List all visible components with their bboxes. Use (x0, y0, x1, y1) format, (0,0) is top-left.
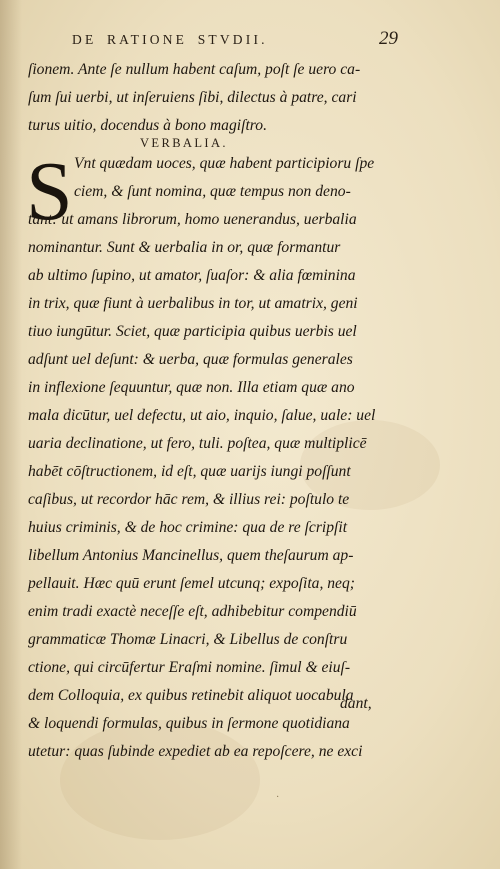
drop-cap-lines (74, 150, 384, 206)
text-line: pellauit. Hæc quū erunt ſemel utcunq; expoſita, neq; (28, 575, 355, 592)
section-heading: VERBALIA. (140, 136, 228, 150)
text-line: mala dicūtur, uel defectu, ut aio, inquio, ſalue, uale: uel (28, 407, 376, 424)
text-line: ab ultimo ſupino, ut amator, ſuaſor: & alia fœminina (28, 267, 356, 284)
text-line: adſunt uel deſunt: & uerba, quæ formulas generales (28, 351, 353, 368)
text-line: nominantur. Sunt & uerbalia in or, quæ formantur (28, 239, 341, 256)
gutter-shadow (0, 0, 22, 869)
running-title: DE RATIONE STVDII. (72, 32, 268, 47)
drop-cap: S (26, 145, 73, 238)
paper-speck: · (276, 792, 280, 803)
text-line: ſionem. Ante ſe nullum habent caſum, poſt ſe uero ca- (28, 61, 361, 78)
text-line: tiuo iungūtur. Sciet, quæ participia quibus uerbis uel (28, 323, 357, 340)
text-line: dem Colloquia, ex quibus retinebit aliquot uocabula (28, 687, 354, 704)
catchword: dant, (340, 695, 372, 712)
text-line: grammaticæ Thomæ Linacri, & Libellus de conſtru (28, 631, 348, 648)
text-line: enim tradi exactè neceſſe eſt, adhibebitur compendiū (28, 603, 357, 620)
main-paragraph (28, 206, 382, 766)
text-line: ciem, & ſunt nomina, quæ tempus non deno- (74, 183, 351, 200)
text-line: ctione, qui circūfertur Eraſmi nomine. ſimul & eiuſ- (28, 659, 351, 676)
text-line: Vnt quædam uoces, quæ habent participioru ſpe (74, 155, 375, 172)
text-line: & loquendi formulas, quibus in ſermone quotidiana (28, 715, 350, 732)
text-line: caſibus, ut recordor hāc rem, & illius rei: poſtulo te (28, 491, 350, 508)
text-line: in trix, quæ fiunt à uerbalibus in tor, ut amatrix, geni (28, 295, 358, 312)
running-head (72, 30, 482, 52)
text-line: uaria declinatione, ut fero, tuli. poſtea, quæ multiplicē (28, 435, 367, 452)
text-line: utetur: quas ſubinde expediet ab ea repoſcere, ne exci (28, 743, 363, 760)
text-line: huius criminis, & de hoc crimine: qua de re ſcripſit (28, 519, 348, 536)
page-number: 29 (379, 28, 398, 49)
text-line: habēt cōſtructionem, id eſt, quæ uarijs iungi poſſunt (28, 463, 351, 480)
text-line: ſum ſui uerbi, ut inſeruiens ſibi, dilectus à patre, cari (28, 89, 357, 106)
text-line: libellum Antonius Mancinellus, quem theſaurum ap- (28, 547, 354, 564)
text-line: in inflexione ſequuntur, quæ non. Illa etiam quæ ano (28, 379, 355, 396)
text-line: tant: ut amans librorum, homo uenerandus, uerbalia (28, 211, 357, 228)
text-line: turus uitio, docendus à bono magiſtro. (28, 117, 267, 134)
intro-paragraph (28, 56, 382, 140)
